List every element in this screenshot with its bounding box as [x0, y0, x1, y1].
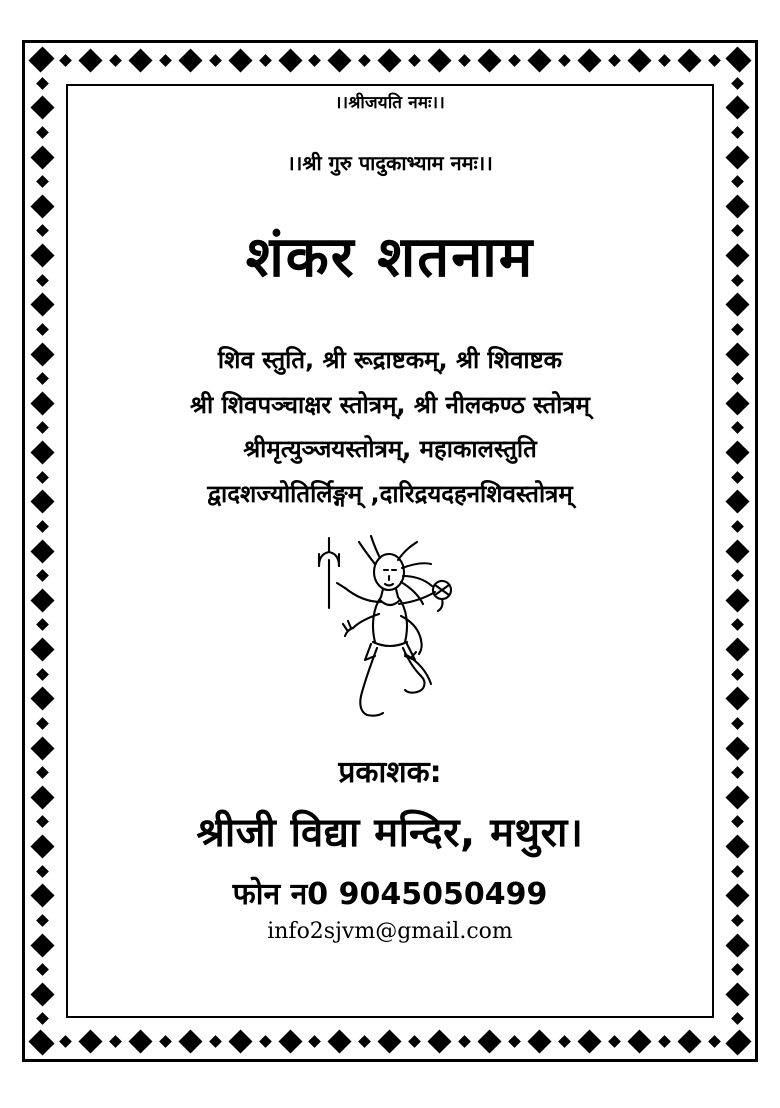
- border-diamond: [259, 54, 272, 67]
- border-diamond: [408, 54, 421, 67]
- border-diamond: [725, 243, 749, 267]
- border-diamond: [725, 46, 749, 70]
- border-diamond: [731, 126, 744, 139]
- border-diamond: [228, 1029, 252, 1053]
- border-diamond: [36, 471, 49, 484]
- contents-line: श्री शिवपञ्चाक्षर स्तोत्रम्, श्री नीलकण्ठ स्तोत्रम्: [190, 390, 590, 419]
- border-diamond: [209, 1035, 222, 1048]
- nataraja-icon: [285, 530, 495, 740]
- border-diamond: [528, 48, 552, 72]
- border-diamond: [36, 323, 49, 336]
- border-diamond: [731, 175, 744, 188]
- border-diamond: [36, 816, 49, 829]
- border-diamond: [731, 865, 744, 878]
- border-diamond: [30, 293, 54, 317]
- border-diamond: [30, 736, 54, 760]
- contents-list: [70, 338, 710, 516]
- border-diamond: [725, 736, 749, 760]
- border-diamond: [731, 422, 744, 435]
- border-diamond: [36, 569, 49, 582]
- border-diamond: [508, 1035, 521, 1048]
- border-diamond: [608, 54, 621, 67]
- border-rule-inner-bottom: [66, 1016, 714, 1018]
- border-diamond: [725, 440, 749, 464]
- border-diamond: [309, 1035, 322, 1048]
- border-diamond: [725, 342, 749, 366]
- border-diamond: [36, 1013, 49, 1026]
- border-diamond: [428, 1029, 452, 1053]
- invocation-line-1: ।।श्रीजयति नमः।।: [335, 93, 445, 113]
- border-diamond: [725, 834, 749, 858]
- border-diamond: [577, 1029, 601, 1053]
- border-diamond: [30, 539, 54, 563]
- publisher-name: श्रीजी विद्या मन्दिर, मथुरा।: [196, 809, 584, 856]
- border-diamonds-bottom: [32, 1033, 748, 1050]
- border-diamond: [328, 1029, 352, 1053]
- border-diamond: [658, 54, 671, 67]
- border-diamond: [36, 963, 49, 976]
- border-diamond: [109, 54, 122, 67]
- border-diamond: [731, 816, 744, 829]
- border-diamond: [725, 982, 749, 1006]
- border-diamond: [731, 717, 744, 730]
- border-diamond: [725, 785, 749, 809]
- cover-content: [70, 86, 710, 944]
- border-diamond: [725, 293, 749, 317]
- border-diamond: [178, 48, 202, 72]
- border-diamonds-right: [729, 50, 746, 1052]
- border-diamond: [725, 884, 749, 908]
- border-diamond: [458, 54, 471, 67]
- border-diamond: [378, 48, 402, 72]
- border-diamond: [558, 1035, 571, 1048]
- border-diamond: [30, 1031, 54, 1055]
- border-diamond: [109, 1035, 122, 1048]
- border-diamond: [30, 46, 54, 70]
- border-diamond: [36, 422, 49, 435]
- border-diamond: [731, 520, 744, 533]
- publisher-phone: फोन न0 9045050499: [232, 876, 548, 912]
- border-diamond: [731, 914, 744, 927]
- border-diamond: [408, 1035, 421, 1048]
- border-diamond: [725, 588, 749, 612]
- border-diamond: [725, 1031, 749, 1055]
- border-diamond: [608, 1035, 621, 1048]
- border-diamond: [731, 668, 744, 681]
- border-diamond: [36, 77, 49, 90]
- border-diamond: [731, 766, 744, 779]
- border-diamond: [30, 637, 54, 661]
- border-diamond: [36, 372, 49, 385]
- border-diamond: [128, 1029, 152, 1053]
- border-diamond: [708, 54, 721, 67]
- border-diamond: [78, 48, 102, 72]
- border-diamond: [627, 48, 651, 72]
- border-diamond: [159, 1035, 172, 1048]
- border-diamond: [731, 569, 744, 582]
- border-diamond: [309, 54, 322, 67]
- border-diamond: [725, 194, 749, 218]
- border-diamond: [259, 1035, 272, 1048]
- page-title: शंकर शतनाम: [245, 225, 535, 290]
- border-diamond: [458, 1035, 471, 1048]
- border-diamond: [59, 1035, 72, 1048]
- border-diamond: [378, 1029, 402, 1053]
- dancing-shiva-illustration: [70, 530, 710, 740]
- border-diamond: [30, 243, 54, 267]
- border-diamond: [731, 372, 744, 385]
- border-diamond: [731, 274, 744, 287]
- border-diamond: [30, 490, 54, 514]
- border-diamond: [128, 48, 152, 72]
- publisher-label: प्रकाशक:: [338, 754, 442, 790]
- border-diamond: [36, 520, 49, 533]
- border-diamond: [708, 1035, 721, 1048]
- border-diamond: [558, 54, 571, 67]
- border-diamond: [725, 687, 749, 711]
- border-diamond: [278, 1029, 302, 1053]
- border-diamond: [725, 145, 749, 169]
- border-rule-outer-right: [755, 40, 758, 1062]
- border-diamond: [30, 884, 54, 908]
- border-diamond: [30, 687, 54, 711]
- publisher-email: info2sjvm@gmail.com: [267, 918, 513, 944]
- border-diamond: [428, 48, 452, 72]
- invocation-line-2: ।।श्री गुरु पादुकाभ्याम नमः।।: [287, 151, 493, 175]
- contents-line: शिव स्तुति, श्री रूद्राष्टकम्, श्री शिवाष्टक: [217, 346, 563, 375]
- border-diamond: [30, 785, 54, 809]
- contents-line: द्वादशज्योतिर्लिङ्गम् ,दारिद्रयदहनशिवस्तोत्रम्: [207, 479, 573, 508]
- border-diamond: [731, 619, 744, 632]
- border-diamond: [478, 48, 502, 72]
- border-diamond: [731, 471, 744, 484]
- border-diamond: [731, 225, 744, 238]
- contents-line: श्रीमृत्युञ्जयस्तोत्रम्, महाकालस्तुति: [243, 435, 537, 464]
- border-diamond: [508, 54, 521, 67]
- border-diamond: [209, 54, 222, 67]
- border-diamond: [30, 933, 54, 957]
- border-diamond: [59, 54, 72, 67]
- border-diamonds-left: [34, 50, 51, 1052]
- border-diamond: [178, 1029, 202, 1053]
- border-diamond: [731, 323, 744, 336]
- border-diamond: [725, 637, 749, 661]
- border-rule-inner-right: [712, 84, 714, 1018]
- border-diamond: [658, 1035, 671, 1048]
- border-diamond: [30, 440, 54, 464]
- border-diamond: [30, 588, 54, 612]
- border-diamond: [36, 865, 49, 878]
- border-diamond: [30, 342, 54, 366]
- border-diamond: [30, 96, 54, 120]
- border-diamond: [359, 1035, 372, 1048]
- border-diamond: [731, 963, 744, 976]
- border-diamond: [78, 1029, 102, 1053]
- border-diamond: [36, 668, 49, 681]
- border-diamond: [577, 48, 601, 72]
- border-diamond: [278, 48, 302, 72]
- border-diamond: [725, 391, 749, 415]
- border-diamond: [30, 391, 54, 415]
- border-diamonds-top: [32, 52, 748, 69]
- border-diamond: [725, 933, 749, 957]
- border-diamond: [731, 1013, 744, 1026]
- border-diamond: [677, 1029, 701, 1053]
- border-diamond: [30, 982, 54, 1006]
- border-diamond: [36, 175, 49, 188]
- border-rule-outer-left: [22, 40, 25, 1062]
- border-diamond: [36, 766, 49, 779]
- border-diamond: [528, 1029, 552, 1053]
- border-diamond: [725, 96, 749, 120]
- border-diamond: [731, 77, 744, 90]
- border-rule-outer-top: [22, 40, 758, 43]
- border-diamond: [627, 1029, 651, 1053]
- border-diamond: [36, 274, 49, 287]
- border-diamond: [36, 717, 49, 730]
- border-diamond: [30, 834, 54, 858]
- border-rule-inner-left: [66, 84, 68, 1018]
- border-diamond: [228, 48, 252, 72]
- border-diamond: [36, 619, 49, 632]
- border-diamond: [725, 490, 749, 514]
- border-diamond: [36, 126, 49, 139]
- border-diamond: [36, 914, 49, 927]
- border-diamond: [677, 48, 701, 72]
- border-diamond: [328, 48, 352, 72]
- border-diamond: [30, 194, 54, 218]
- border-diamond: [725, 539, 749, 563]
- border-rule-outer-bottom: [22, 1059, 758, 1062]
- border-diamond: [359, 54, 372, 67]
- border-diamond: [30, 145, 54, 169]
- border-diamond: [159, 54, 172, 67]
- border-diamond: [478, 1029, 502, 1053]
- border-diamond: [36, 225, 49, 238]
